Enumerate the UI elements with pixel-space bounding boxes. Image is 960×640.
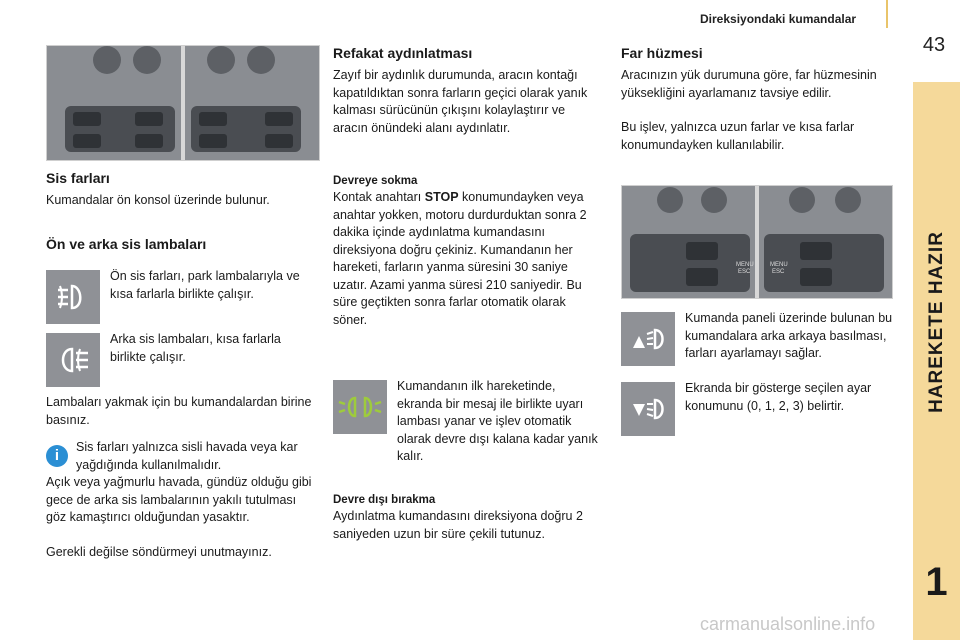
rear-fog-text: Arka sis lambaları, kısa farlarla birlikte çalışır. bbox=[110, 332, 281, 364]
header-title: Direksiyondaki kumandalar bbox=[700, 12, 857, 26]
far-intro-2: Bu işlev, yalnızca uzun farlar ve kısa farlar konumundayken kullanılabilir. bbox=[621, 120, 855, 152]
beam-controls-illustration bbox=[622, 186, 892, 298]
onarka-title: Ön ve arka sis lambaları bbox=[46, 236, 207, 252]
devre-disi-text: Aydınlatma kumandasını direksiyona doğru 2 saniyeden uzun bir süre çekili tutunuz. bbox=[333, 509, 583, 541]
beam-down-text: Ekranda bir gösterge seçilen ayar konumunu (0, 1, 2, 3) belirtir. bbox=[685, 381, 872, 413]
menu-label-left: MENU bbox=[736, 262, 754, 268]
beam-controls-photo bbox=[621, 185, 893, 299]
devre-disi-title: Devre dışı bırakma bbox=[333, 494, 436, 506]
info-icon: i bbox=[46, 445, 68, 467]
chapter-number: 1 bbox=[925, 560, 948, 604]
info-text-3: Gerekli değilse söndürmeyi unutmayınız. bbox=[46, 545, 272, 559]
beam-down-icon bbox=[621, 382, 675, 436]
info-text: Sis farları yalnızca sisli havada veya kar yağdığında kullanılmalıdır. bbox=[76, 440, 298, 472]
info-text-2: Açık veya yağmurlu havada, gündüz olduğu gibi gece de arka sis lambalarının yakılı tutulması göz kamaştırıcı olduğundan yasaktır. bbox=[46, 475, 312, 524]
menu-label-right: MENU bbox=[770, 262, 788, 268]
esc-label-right: ESC bbox=[772, 269, 785, 275]
rear-fog-icon bbox=[46, 333, 100, 387]
refakat-title: Refakat aydınlatması bbox=[333, 45, 473, 61]
header-divider bbox=[886, 0, 888, 28]
sis-text: Kumandalar ön konsol üzerinde bulunur. bbox=[46, 193, 270, 207]
fog-controls-illustration bbox=[47, 46, 319, 160]
icon-text: Kumandanın ilk hareketinde, ekranda bir mesaj ile birlikte uyarı lambası yanar ve işlev otomatik olarak devre dışı kalana kadar yanık kalır. bbox=[397, 379, 598, 463]
sis-title: Sis farları bbox=[46, 170, 110, 186]
guide-me-home-icon bbox=[333, 380, 387, 434]
section-title: HAREKETE HAZIR bbox=[925, 231, 947, 413]
fog-controls-photo bbox=[46, 45, 320, 161]
esc-label-left: ESC bbox=[738, 269, 751, 275]
devreye-text: Kontak anahtarı STOP konumundayken veya anahtar yokken, motoru durdurduktan sonra 2 dakika içinde aydınlatma kumandasını direksiyona doğru çekiniz. Kumandanın her hareketi, farların yanma süresini 30 saniye uzatır. Azami yanma süresi 210 saniyedir. Bu süre geçtikten sonra farlar otomatik olarak söner. bbox=[333, 190, 587, 327]
beam-up-text: Kumanda paneli üzerinde bulunan bu kumandalara arka arkaya basılması, farları ayarlamayı sağlar. bbox=[685, 311, 893, 360]
far-title: Far hüzmesi bbox=[621, 45, 703, 61]
devreye-title: Devreye sokma bbox=[333, 175, 418, 187]
front-fog-icon bbox=[46, 270, 100, 324]
far-intro: Aracınızın yük durumuna göre, far hüzmesinin yüksekliğini ayarlamanız tavsiye edilir. bbox=[621, 68, 877, 100]
page-number: 43 bbox=[922, 34, 946, 56]
press-text: Lambaları yakmak için bu kumandalardan birine basınız. bbox=[46, 395, 312, 427]
front-fog-text: Ön sis farları, park lambalarıyla ve kısa farlarla birlikte çalışır. bbox=[110, 269, 300, 301]
beam-up-icon bbox=[621, 312, 675, 366]
refakat-intro: Zayıf bir aydınlık durumunda, aracın kontağı kapatıldıktan sonra farların geçici olarak yanık kalması sürücünün çıkışını kolaylaştırır ve aracın önündeki alanı aydınlatır. bbox=[333, 68, 588, 135]
watermark: carmanualsonline.info bbox=[700, 614, 876, 634]
